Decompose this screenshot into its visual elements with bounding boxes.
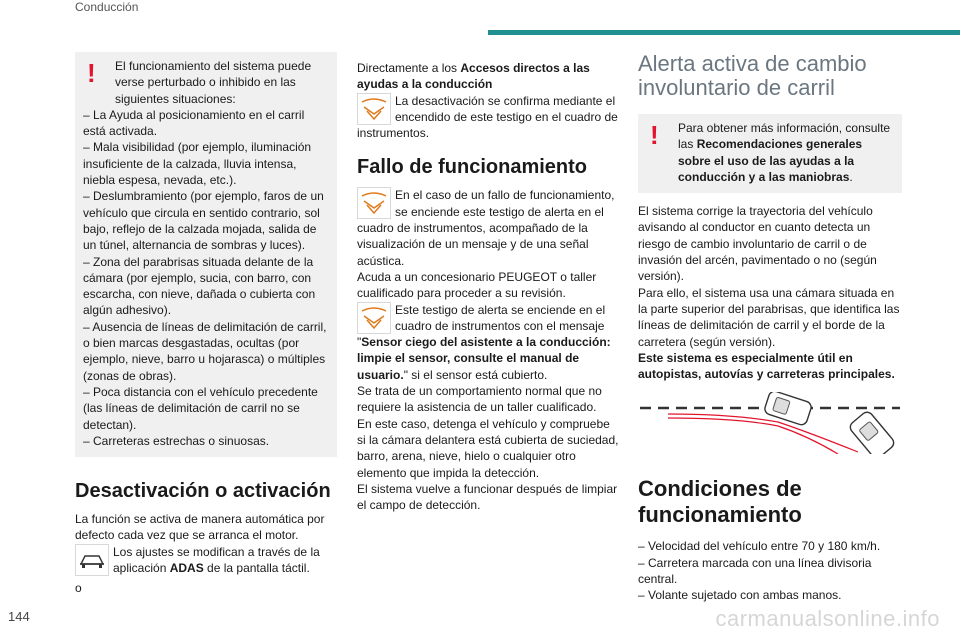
page-number: 144 bbox=[8, 609, 30, 624]
column-3 bbox=[638, 52, 902, 604]
lane-warning-icon bbox=[357, 187, 391, 219]
icon-paragraph bbox=[357, 187, 619, 268]
paragraph: En este caso, detenga el vehículo y compruebe si la cámara delantera está cubierta de suciedad, barro, arena, nieve, hielo o cualquier otro elemento que impida la detección. bbox=[357, 416, 619, 480]
watermark: carmanualsonline.info bbox=[715, 606, 940, 631]
notice-item: – Deslumbramiento (por ejemplo, faros de un vehículo que circula en sentido contrario, sol bajo, reflejo de la calzada mojada, salida de un túnel, alternancia de sombras y luces). bbox=[83, 189, 324, 253]
notice-intro: El funcionamiento del sistema puede verse perturbado o inhibido en las siguientes situaciones: bbox=[115, 59, 312, 106]
section-heading: Desactivación o activación bbox=[75, 480, 331, 503]
page-title: Alerta activa de cambio involuntario de carril bbox=[638, 51, 867, 100]
paragraph: El sistema vuelve a funcionar después de limpiar el campo de detección. bbox=[357, 481, 618, 513]
text: Para obtener más información, consulte las bbox=[678, 121, 891, 152]
icon-paragraph bbox=[357, 93, 619, 142]
info-notice bbox=[638, 114, 902, 193]
notice-item: – Ausencia de líneas de delimitación de carril, o bien marcas desgastadas, ocultas (por ejemplo, nieve, barro u hojarasca) o múltiples (zonas de obras). bbox=[83, 319, 327, 383]
section-title: Conducción bbox=[75, 0, 139, 14]
car-icon bbox=[848, 410, 896, 454]
notice-item: – Poca distancia con el vehículo precedente (las líneas de delimitación de carril no se detectan). bbox=[83, 384, 318, 432]
notice-item: – Zona del parabrisas situada delante de la cámara (por ejemplo, sucia, con barro, con escarcha, con nieve, dañada o cubierta con algún adhesivo). bbox=[83, 254, 316, 318]
column-2 bbox=[357, 52, 619, 513]
paragraph-bold: Este sistema es especialmente útil en autopistas, autovías y carreteras principales. bbox=[638, 350, 895, 382]
notice-item: – Mala visibilidad (por ejemplo, iluminación insuficiente de la calzada, lluvia intensa, niebla espesa, nevada, etc.). bbox=[83, 140, 312, 188]
section-heading: Fallo de funcionamiento bbox=[357, 156, 588, 179]
header-accent-bar bbox=[488, 30, 960, 35]
lane-warning-icon bbox=[357, 93, 391, 125]
paragraph: Para ello, el sistema usa una cámara situada en la parte superior del parabrisas, que identifica las líneas de delimitación de carril y el borde de la carretera (según versión). bbox=[638, 285, 900, 349]
text: Los ajustes se modifican a través de la aplicación bbox=[113, 544, 320, 576]
paragraph: o bbox=[75, 581, 82, 596]
bold-text: Sensor ciego del asistente a la conducción: limpie el sensor, consulte el manual de usuario. bbox=[357, 335, 611, 382]
lane-warning-icon bbox=[357, 302, 391, 334]
text: . bbox=[849, 169, 853, 184]
paragraph: El sistema corrige la trayectoria del vehículo avisando al conductor en cuanto detecta un riesgo de cambio involuntario de carril o de invasión del arcén, pavimentado o no (según versión). bbox=[638, 204, 877, 284]
text: Este testigo de alerta se enciende en el cuadro de instrumentos con el mensaje " bbox=[357, 302, 606, 350]
bold-text: Accesos directos a las ayudas a la conducción bbox=[357, 61, 590, 92]
warning-notice bbox=[75, 52, 337, 457]
bold-text: Recomendaciones generales sobre el uso de las ayudas a la conducción y a las maniobras bbox=[678, 137, 863, 184]
notice-item: – La Ayuda al posicionamiento en el carril está activada. bbox=[83, 107, 305, 139]
notice-item: – Carreteras estrechas o sinuosas. bbox=[83, 433, 270, 448]
paragraph: En el caso de un fallo de funcionamiento, se enciende este testigo de alerta en el cuadro de instrumentos, acompañado de la visualización de un mensaje y de una señal acústica. bbox=[357, 188, 615, 268]
exclamation-icon: ! bbox=[650, 120, 659, 150]
icon-paragraph bbox=[357, 302, 619, 383]
list-item: – Volante sujetado con ambas manos. bbox=[638, 588, 842, 603]
lane-correction-illustration bbox=[638, 392, 902, 454]
icon-paragraph bbox=[75, 544, 337, 577]
paragraph: Acuda a un concesionario PEUGEOT o taller cualificado para proceder a su revisión. bbox=[357, 269, 597, 301]
section-heading: Condiciones de funcionamiento bbox=[638, 476, 802, 528]
exclamation-icon: ! bbox=[87, 58, 96, 88]
column-1 bbox=[75, 52, 337, 597]
text: Directamente a los bbox=[357, 61, 461, 75]
paragraph: La desactivación se confirma mediante el encendido de este testigo en el cuadro de instrumentos. bbox=[357, 93, 618, 141]
car-settings-icon bbox=[75, 544, 109, 576]
text: " si el sensor está cubierto. bbox=[403, 367, 548, 382]
paragraph: La función se activa de manera automática por defecto cada vez que se arranca el motor. bbox=[75, 512, 325, 543]
text: de la pantalla táctil. bbox=[203, 561, 310, 576]
list-item: – Velocidad del vehículo entre 70 y 180 km/h. bbox=[638, 539, 881, 554]
bold-text: ADAS bbox=[169, 561, 204, 576]
paragraph: Se trata de un comportamiento normal que no requiere la asistencia de un taller cualificado. bbox=[357, 384, 602, 415]
list-item: – Carretera marcada con una línea divisoria central. bbox=[638, 555, 872, 587]
